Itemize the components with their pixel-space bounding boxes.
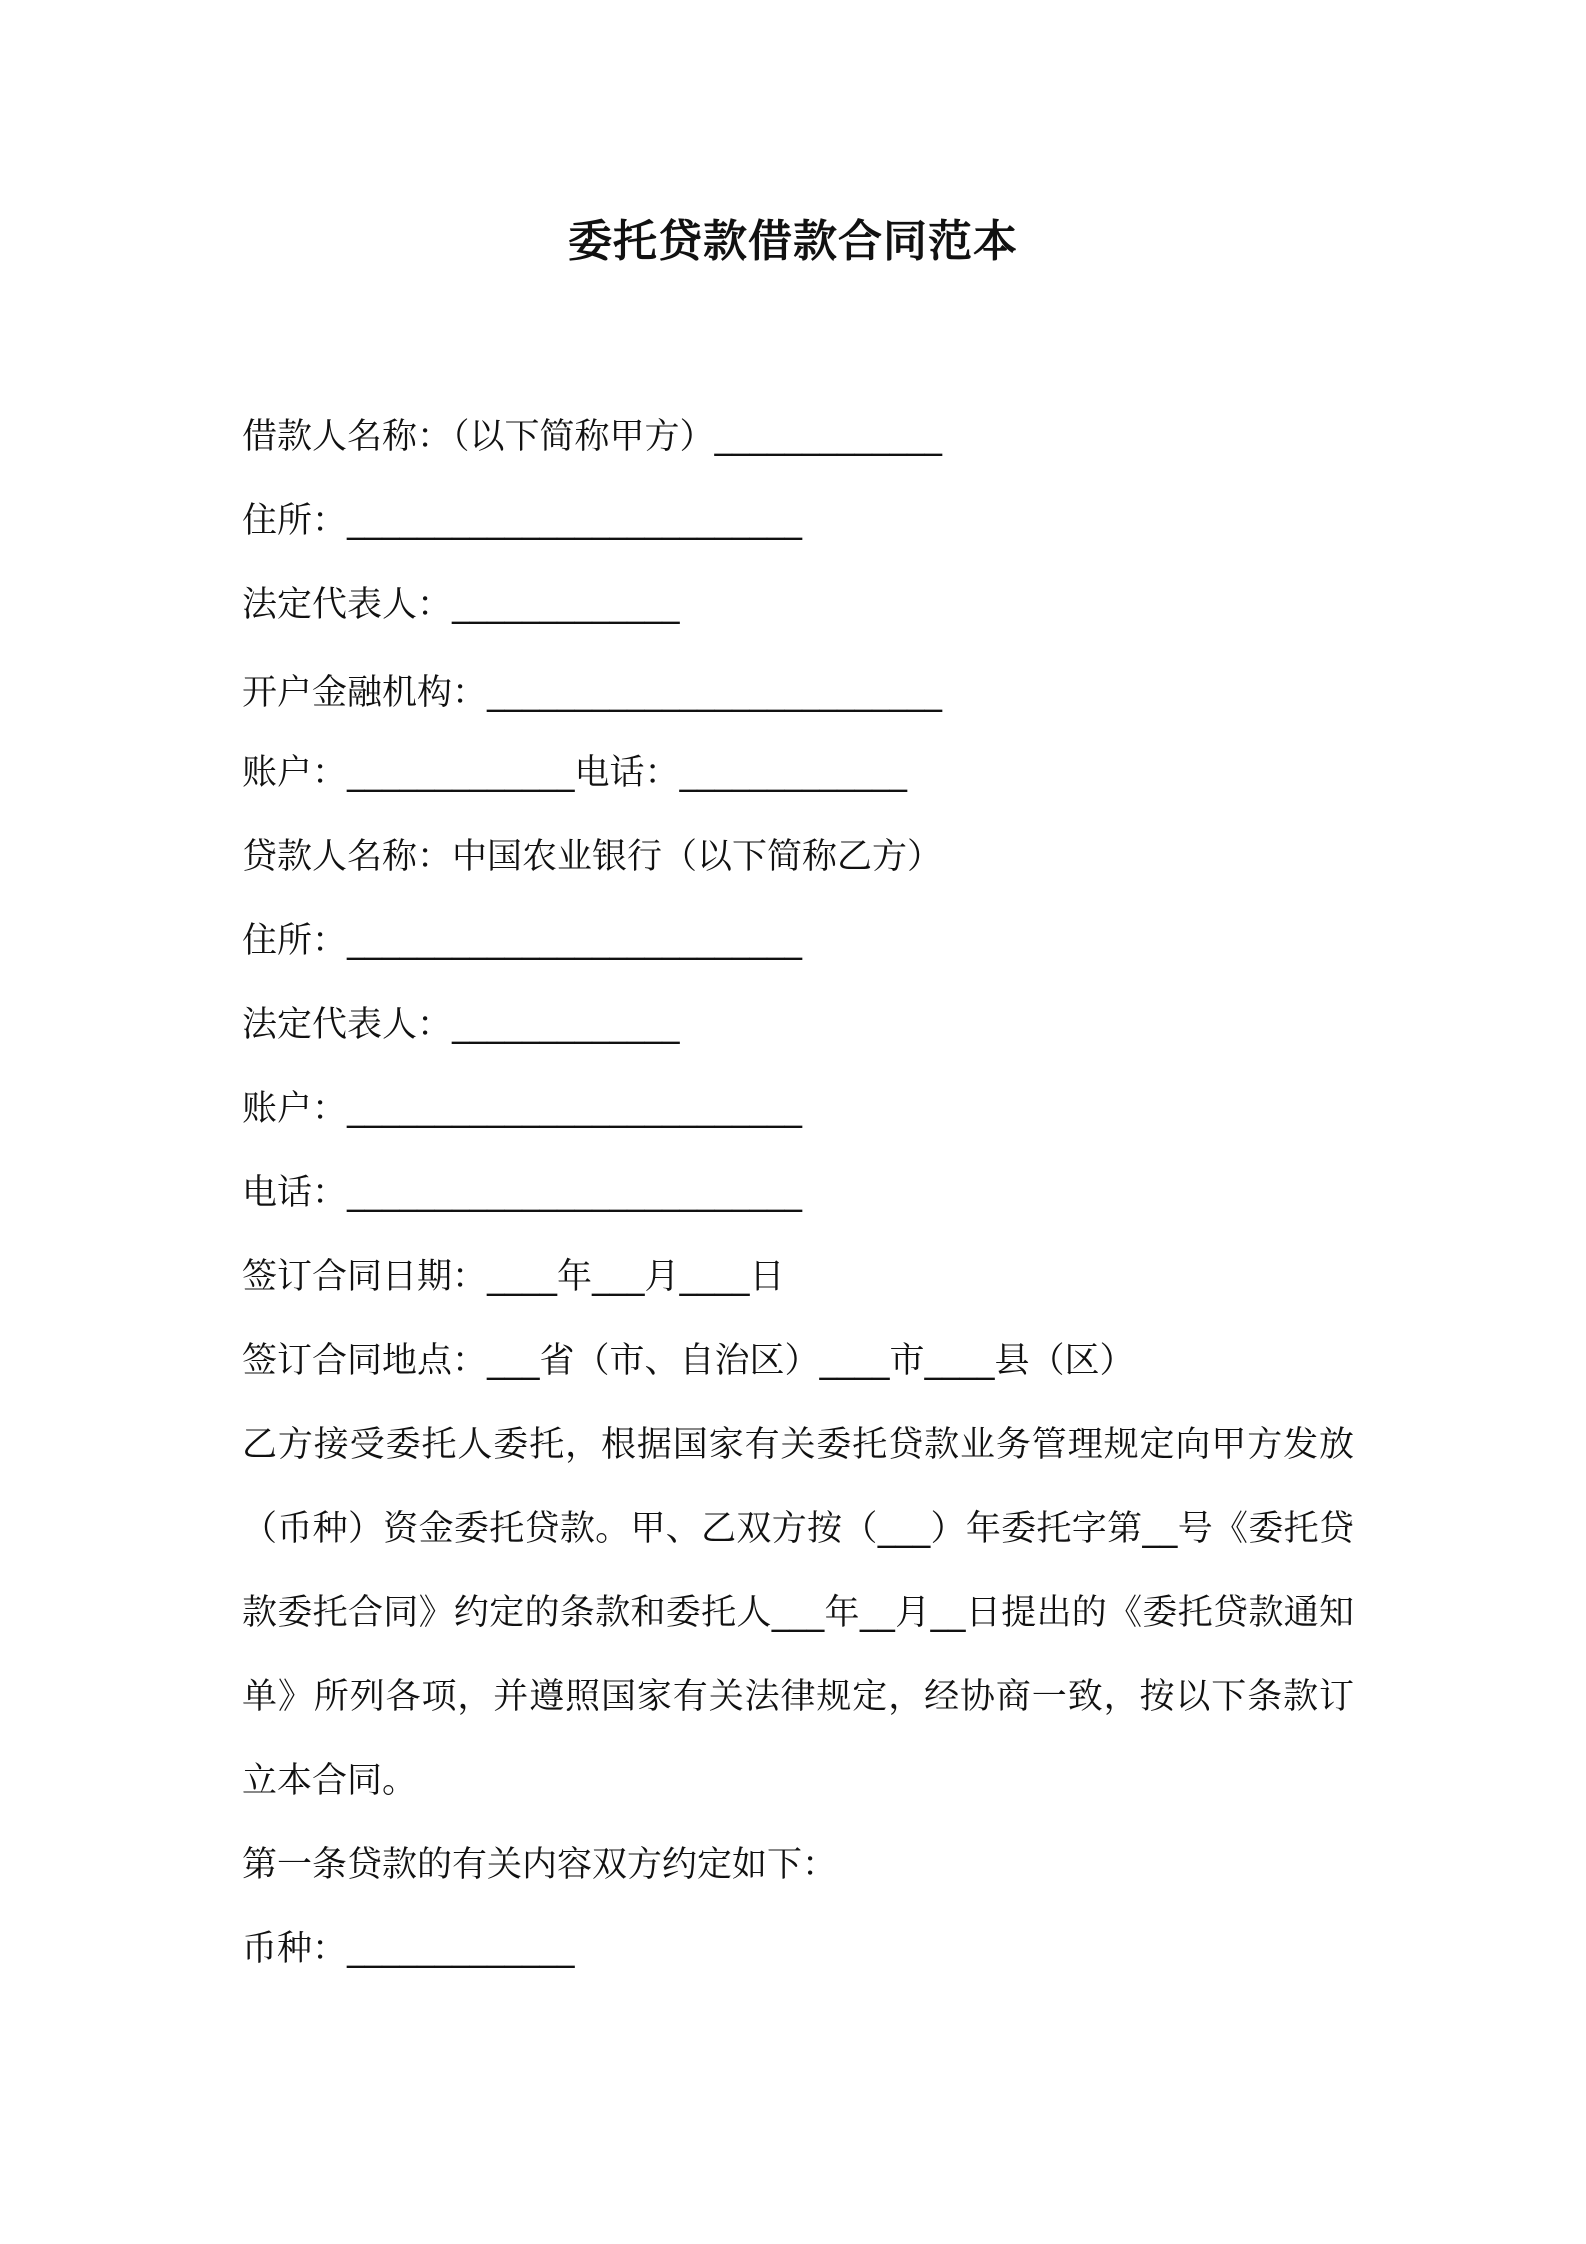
borrower-legal-rep-line: 法定代表人：_____________	[242, 585, 680, 625]
currency-line: 币种：_____________	[242, 1929, 575, 1969]
document-title: 委托贷款借款合同范本	[568, 216, 1018, 267]
borrower-address-line: 住所：__________________________	[242, 501, 803, 541]
signing-date-line: 签订合同日期：____年___月____日	[242, 1257, 785, 1297]
contract-preamble-paragraph: 乙方接受委托人委托，根据国家有关委托贷款业务管理规定向甲方发放（币种）资金委托贷款。甲、乙双方按（___）年委托字第__号《委托贷款委托合同》约定的条款和委托人___年__月__日提出的《委托贷款通知单》所列各项，并遵照国家有关法律规定，经协商一致，按以下条款订立本合同。	[242, 1425, 1354, 1801]
article-1-heading: 第一条贷款的有关内容双方约定如下：	[242, 1845, 838, 1885]
signing-place-line: 签订合同地点：___省（市、自治区）____市____县（区）	[242, 1341, 1135, 1381]
lender-legal-rep-line: 法定代表人：_____________	[242, 1005, 680, 1045]
lender-account-line: 账户：__________________________	[242, 1089, 803, 1129]
lender-name-line: 贷款人名称：中国农业银行（以下简称乙方）	[242, 837, 943, 877]
lender-phone-line: 电话：__________________________	[242, 1173, 803, 1213]
borrower-bank-line: 开户金融机构：__________________________	[242, 673, 943, 713]
borrower-name-line: 借款人名称：（以下简称甲方）_____________	[242, 417, 943, 457]
lender-address-line: 住所：__________________________	[242, 921, 803, 961]
borrower-account-phone-line: 账户：_____________电话：_____________	[242, 753, 908, 793]
